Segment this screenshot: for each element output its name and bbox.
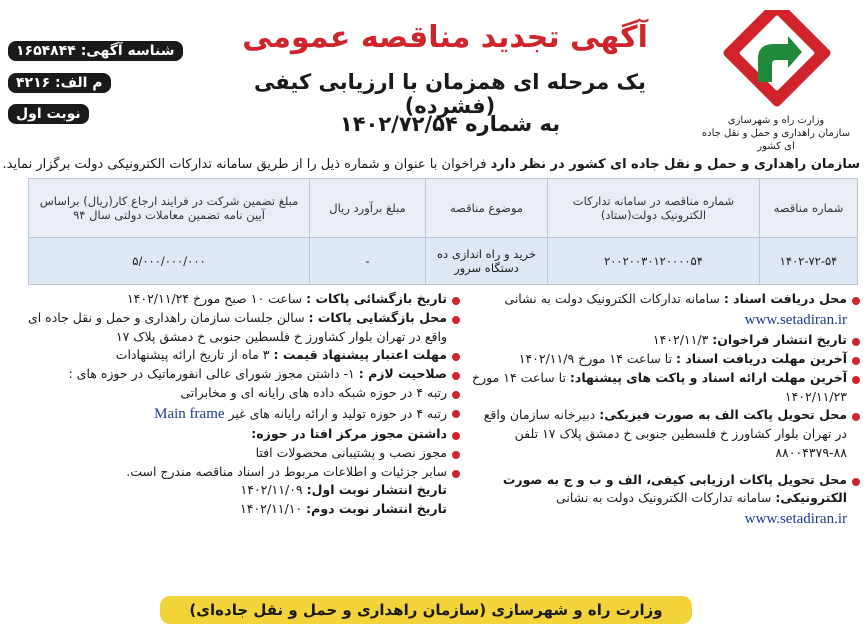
list-item: [470, 406, 860, 462]
item-label: تاریخ انتشار فراخوان:: [712, 332, 847, 348]
setad-link[interactable]: www.setadiran.ir: [744, 311, 847, 328]
item-text: ۳ ماه از تاریخ ارائه پیشنهادات: [115, 347, 274, 363]
left-info-column: [8, 290, 460, 519]
list-item: [8, 463, 460, 482]
item-label: صلاحیت لازم :: [358, 366, 447, 381]
tender-number: به شماره ۱۴۰۲/۷۲/۵۴: [339, 112, 561, 136]
item-text: تا ساعت ۱۴ مورخ ۱۴۰۲/۱۱/۹: [518, 351, 677, 366]
item-text: ساعت ۱۰ صبح مورخ ۱۴۰۲/۱۱/۲۴: [126, 291, 307, 306]
list-item: [470, 369, 860, 407]
table-header-cell: شماره مناقصه: [760, 179, 858, 238]
publish-date-second: [8, 500, 460, 519]
table-cell: ۲۰۰۲۰۰۳۰۱۲۰۰۰۰۵۴: [548, 238, 760, 285]
list-item: [8, 365, 460, 384]
road-ministry-logo-icon: [696, 10, 856, 115]
item-text: مجوز نصب و پشتیبانی محصولات افتا: [255, 444, 447, 460]
table-header-cell: مبلغ تضمین شرکت در فرایند ارجاع کار(ریال) براساس آیین نامه تضمین معاملات دولتی سال ۹۴: [29, 179, 310, 238]
list-item: [470, 331, 860, 350]
item-text: ۱۴۰۲/۱۱/۰۹: [240, 482, 307, 498]
list-item: [8, 346, 460, 365]
mainframe-text: Main frame: [154, 405, 225, 422]
table-cell: ۵/۰۰۰/۰۰۰/۰۰۰: [29, 238, 310, 285]
item-text: تا ساعت ۱۴ مورخ ۱۴۰۲/۱۱/۲۳: [472, 369, 847, 404]
item-label: محل تحویل پاکت الف به صورت فیزیکی:: [599, 407, 847, 423]
setad-link[interactable]: www.setadiran.ir: [744, 511, 847, 527]
item-label: محل بازگشایی پاکات :: [308, 309, 447, 325]
ad-id-badge: شناسه آگهی: ۱۶۵۴۸۴۴: [8, 41, 183, 61]
list-item: [8, 309, 460, 347]
intro-text: [2, 157, 860, 172]
tender-table: [28, 178, 858, 285]
list-item: [8, 425, 460, 444]
page-subtitle: یک مرحله ای همزمان با ارزیابی کیفی (فشرده): [254, 70, 646, 118]
page-title: آگهی تجدید مناقصه عمومی: [242, 20, 648, 55]
org-line-2: سازمان راهداری و حمل و نقل جاده ای کشور: [701, 128, 851, 152]
item-label: تاریخ انتشار نوبت دوم:: [306, 501, 447, 516]
item-label: مهلت اعتبار پیشنهاد قیمت :: [273, 347, 447, 363]
list-item: [8, 444, 460, 463]
item-label: تاریخ انتشار نوبت اول:: [306, 482, 447, 498]
item-text: دبیرخانه سازمان واقع در تهران بلوار کشاورز خ فلسطین جنوبی خ دمشق پلاک ۱۷ تلفن ۸۸-۸۸۰۰۴۳۷۹: [483, 407, 847, 460]
item-text: ۱۴۰۲/۱۱/۳: [652, 332, 713, 348]
list-item: [470, 471, 860, 531]
round-badge: نوبت اول: [8, 104, 89, 124]
list-item: [8, 290, 460, 309]
m-alef-badge: م الف: ۴۲۱۶: [8, 73, 111, 93]
logo: [696, 10, 856, 150]
item-text: سالن جلسات سازمان راهداری و حمل و نقل جاده ای واقع در تهران بلوار کشاورز خ فلسطین جنوبی خ دمشق پلاک ۱۷: [27, 309, 447, 344]
item-text: سامانه تدارکات الکترونیک دولت به نشانی: [555, 490, 776, 506]
org-line-1: وزارت راه و شهرسازی: [727, 115, 825, 126]
item-text: رتبه ۴ در حوزه تولید و ارائه رایانه های غیر: [224, 405, 447, 421]
table-header-row: [29, 179, 858, 238]
publish-date-first: [8, 481, 460, 500]
item-text: ۱- داشتن مجوز شورای عالی انفورماتیک در حوزه های :: [68, 366, 359, 381]
item-text: سامانه تدارکات الکترونیک دولت به نشانی: [504, 291, 724, 306]
item-label: آخرین مهلت ارائه اسناد و پاکت های پیشنهاد:: [569, 369, 847, 385]
list-item: [8, 403, 460, 426]
item-label: آخرین مهلت دریافت اسناد :: [676, 351, 847, 366]
item-text: سایر جزئیات و اطلاعات مربوط در اسناد مناقصه مندرج است.: [126, 463, 447, 479]
list-item: [470, 350, 860, 369]
item-text: رتبه ۴ در حوزه شبکه داده های رایانه ای و مخابراتی: [180, 384, 447, 400]
table-cell: -: [310, 238, 426, 285]
item-label: محل تحویل پاکات ارزیابی کیفی، الف و ب و ج به صورت الکترونیکی:: [502, 471, 847, 506]
table-header-cell: شماره مناقصه در سامانه تدارکات الکترونیک دولت(ستاد): [548, 179, 760, 238]
table-header-cell: مبلغ برآورد ریال: [310, 179, 426, 238]
list-item: [470, 290, 860, 331]
table-cell: ۱۴۰۲-۷۲-۵۴: [760, 238, 858, 285]
intro-org: سازمان راهداری و حمل و نقل جاده ای کشور در نظر دارد: [490, 157, 860, 172]
table-row: [29, 238, 858, 285]
item-text: ۱۴۰۲/۱۱/۱۰: [240, 501, 307, 516]
footer-banner: وزارت راه و شهرسازی (سازمان راهداری و حمل و نقل جاده‌ای): [160, 596, 692, 624]
table-header-cell: موضوع مناقصه: [426, 179, 548, 238]
list-item: [8, 384, 460, 403]
right-info-column: [470, 290, 860, 531]
intro-rest: فراخوان با عنوان و شماره ذیل را از طریق سامانه تدارکات الکترونیکی دولت برگزار نماید.: [2, 157, 491, 172]
item-label: محل دریافت اسناد :: [723, 291, 847, 306]
item-label: تاریخ بازگشائی پاکات :: [306, 291, 447, 306]
table-cell: خرید و راه اندازی ده دستگاه سرور: [426, 238, 548, 285]
item-label: داشتن مجوز مرکز افتا در حوزه:: [251, 426, 447, 441]
